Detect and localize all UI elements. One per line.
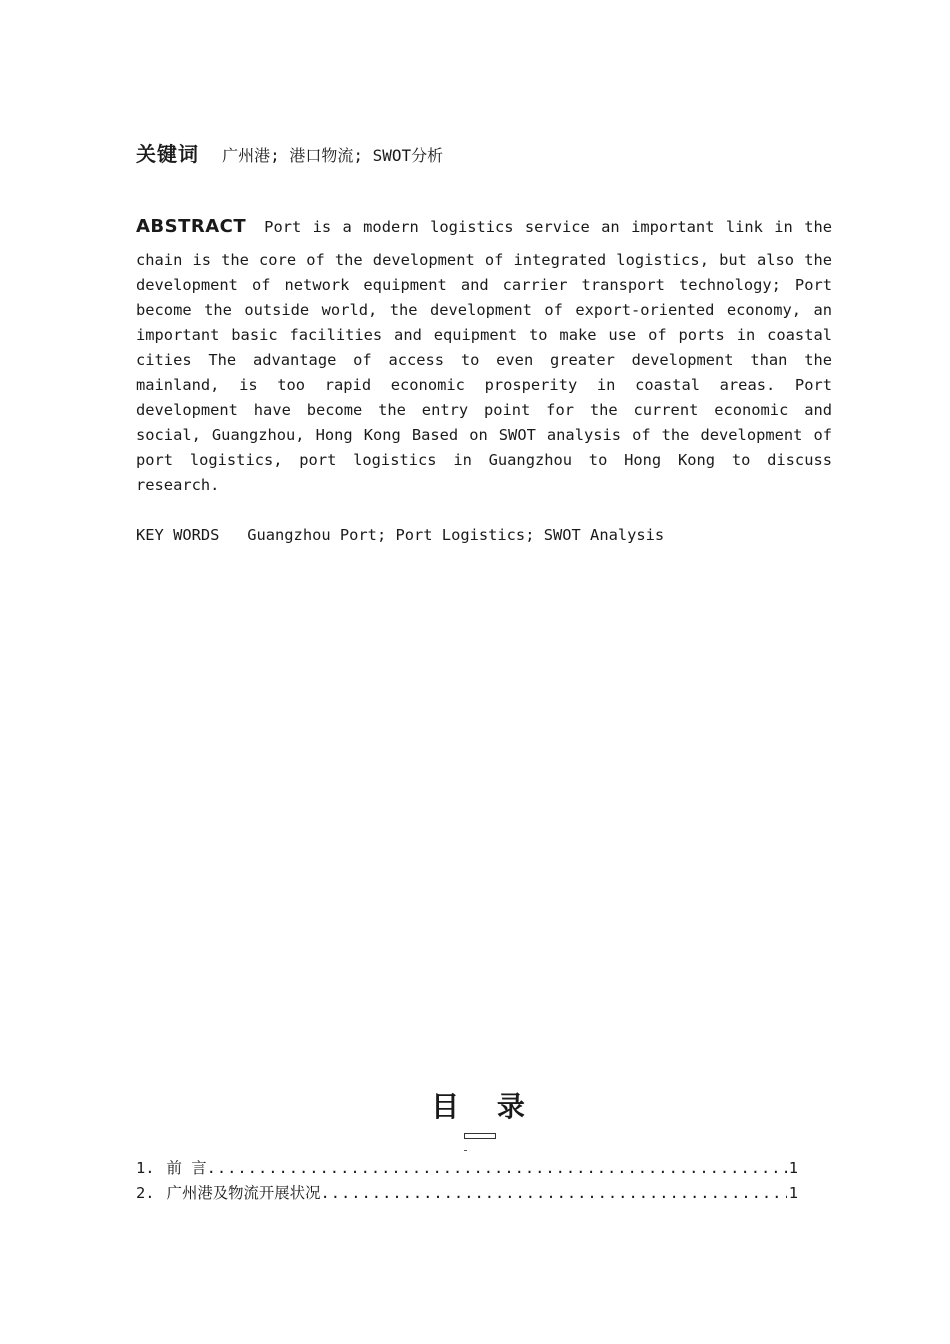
toc-entry-page: 1 bbox=[788, 1184, 798, 1202]
toc-entry-label: 前 言 bbox=[166, 1159, 207, 1177]
abstract-first-line bbox=[136, 212, 832, 248]
toc-tick bbox=[464, 1150, 467, 1151]
abstract bbox=[136, 212, 832, 498]
keywords-en-text: Guangzhou Port; Port Logistics; SWOT Analysis bbox=[247, 526, 665, 544]
toc-entry[interactable] bbox=[136, 1156, 798, 1180]
keywords-en-label: KEY WORDS bbox=[136, 526, 220, 544]
abstract-first-text: Port is a modern logistics service an important link in the bbox=[264, 218, 832, 236]
toc-leader bbox=[320, 1184, 786, 1202]
keywords-cn-label: 关键词 bbox=[136, 142, 199, 166]
abstract-label: ABSTRACT bbox=[136, 216, 247, 237]
abstract-body: chain is the core of the development of integrated logistics, but also the development of network equipment and carrier transport technology; Port become the outside world, the development of export-oriented economy, an important basic facilities and equipment to make use of ports in coastal cities The advantage of access to even greater development than the mainland, is too rapid economic prosperity in coastal areas. Port development have become the entry point for the current economic and social, Guangzhou, Hong Kong Based on SWOT analysis of the development of port logistics, port logistics in Guangzhou to Hong Kong to discuss research. bbox=[136, 251, 832, 494]
toc-leader bbox=[207, 1159, 787, 1177]
keywords-en bbox=[136, 526, 664, 544]
toc-entry-label: 广州港及物流开展状况 bbox=[166, 1184, 321, 1202]
toc-entry-number: 2. bbox=[136, 1184, 155, 1202]
toc-entry-number: 1. bbox=[136, 1159, 155, 1177]
toc-divider bbox=[464, 1133, 496, 1139]
toc-entry-page: 1 bbox=[788, 1159, 798, 1177]
keywords-cn-text: 广州港; 港口物流; SWOT分析 bbox=[222, 146, 444, 165]
keywords-cn bbox=[136, 138, 443, 167]
toc-entry[interactable] bbox=[136, 1181, 798, 1205]
toc-title: 目 录 bbox=[431, 1090, 539, 1123]
